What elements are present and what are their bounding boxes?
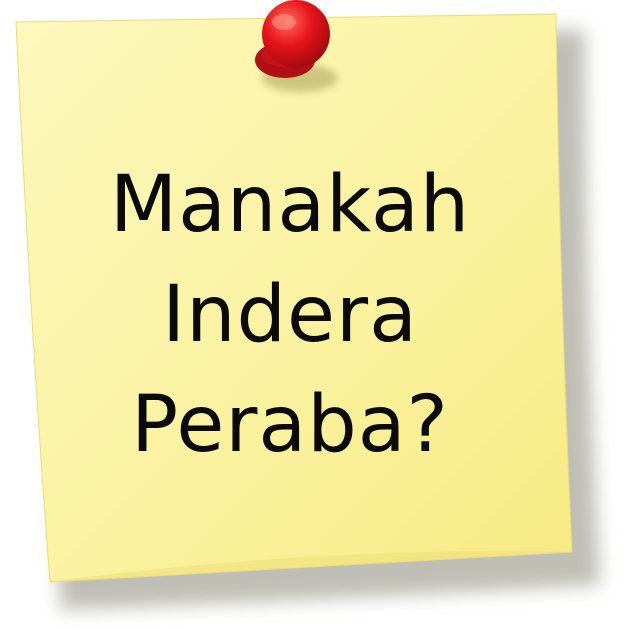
note-line-2: Indera <box>162 270 418 360</box>
note-line-1: Manakah <box>109 160 471 250</box>
note-line-3: Peraba? <box>131 380 449 470</box>
note-question-text <box>40 150 540 480</box>
